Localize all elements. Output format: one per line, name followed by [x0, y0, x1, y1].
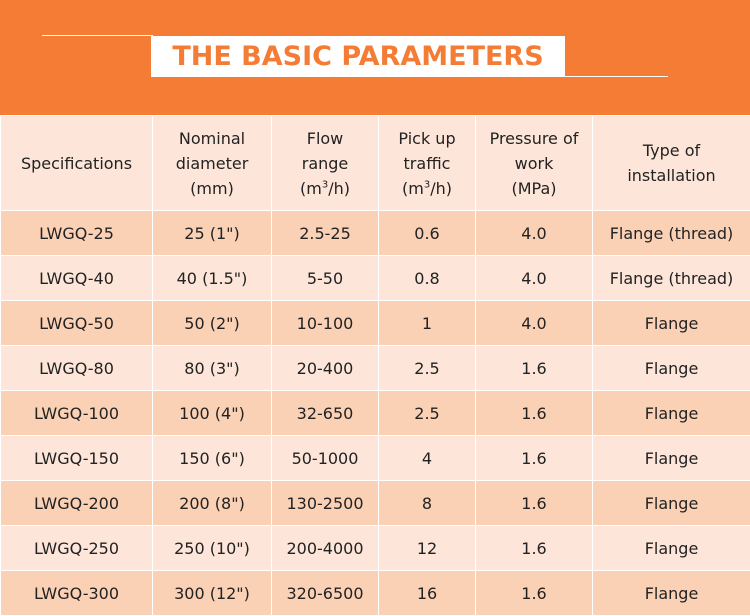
decorative-line-right [564, 76, 668, 77]
cell-installation: Flange [593, 436, 750, 481]
cell-pick-up-traffic: 2.5 [379, 391, 476, 436]
header-flow-range: Flow range $(m^3/h)$ [272, 116, 379, 211]
table-row [1, 211, 750, 256]
cell-nominal-diameter: 150 (6") [153, 436, 272, 481]
cell-pressure: 1.6 [476, 346, 593, 391]
cell-specification: LWGQ-150 [1, 436, 153, 481]
cell-pick-up-traffic: 4 [379, 436, 476, 481]
cell-specification: LWGQ-50 [1, 301, 153, 346]
table-row [1, 256, 750, 301]
cell-nominal-diameter: 40 (1.5") [153, 256, 272, 301]
cell-pick-up-traffic: 0.6 [379, 211, 476, 256]
cell-installation: Flange (thread) [593, 211, 750, 256]
cell-specification: LWGQ-300 [1, 571, 153, 616]
cell-pressure: 4.0 [476, 211, 593, 256]
cell-pressure: 1.6 [476, 481, 593, 526]
header-type-of-installation: Type of installation [593, 116, 750, 211]
cell-specification: LWGQ-250 [1, 526, 153, 571]
cell-pressure: 4.0 [476, 301, 593, 346]
cell-flow-range: 200-4000 [272, 526, 379, 571]
cell-installation: Flange [593, 301, 750, 346]
cell-flow-range: 10-100 [272, 301, 379, 346]
cell-pressure: 1.6 [476, 391, 593, 436]
table-row [1, 481, 750, 526]
cell-installation: Flange [593, 571, 750, 616]
cell-installation: Flange (thread) [593, 256, 750, 301]
page-title: THE BASIC PARAMETERS [172, 41, 543, 72]
table-row [1, 391, 750, 436]
parameters-table [0, 115, 750, 616]
cell-nominal-diameter: 80 (3") [153, 346, 272, 391]
cell-flow-range: 130-2500 [272, 481, 379, 526]
cell-installation: Flange [593, 481, 750, 526]
table-row [1, 346, 750, 391]
header-pressure-of-work: Pressure of work (MPa) [476, 116, 593, 211]
table-row [1, 571, 750, 616]
header-pick-up-traffic: Pick up traffic $(m^3/h)$ [379, 116, 476, 211]
cell-installation: Flange [593, 526, 750, 571]
cell-flow-range: 320-6500 [272, 571, 379, 616]
table-row [1, 526, 750, 571]
decorative-line-left [42, 35, 153, 36]
cell-nominal-diameter: 25 (1") [153, 211, 272, 256]
cell-flow-range: 32-650 [272, 391, 379, 436]
cell-flow-range: 20-400 [272, 346, 379, 391]
header-banner [0, 0, 750, 115]
cell-pick-up-traffic: 2.5 [379, 346, 476, 391]
header-specifications: Specifications [1, 116, 153, 211]
cell-nominal-diameter: 50 (2") [153, 301, 272, 346]
cell-installation: Flange [593, 346, 750, 391]
cell-pick-up-traffic: 16 [379, 571, 476, 616]
cell-pick-up-traffic: 12 [379, 526, 476, 571]
cell-specification: LWGQ-80 [1, 346, 153, 391]
header-nominal-diameter: Nominal diameter (mm) [153, 116, 272, 211]
cell-pick-up-traffic: 0.8 [379, 256, 476, 301]
cell-pressure: 1.6 [476, 526, 593, 571]
cell-specification: LWGQ-100 [1, 391, 153, 436]
cell-pressure: 1.6 [476, 436, 593, 481]
cell-pick-up-traffic: 1 [379, 301, 476, 346]
table-row [1, 436, 750, 481]
cell-flow-range: 50-1000 [272, 436, 379, 481]
cell-nominal-diameter: 100 (4") [153, 391, 272, 436]
cell-nominal-diameter: 250 (10") [153, 526, 272, 571]
cell-specification: LWGQ-25 [1, 211, 153, 256]
cell-specification: LWGQ-40 [1, 256, 153, 301]
cell-installation: Flange [593, 391, 750, 436]
cell-pressure: 4.0 [476, 256, 593, 301]
cell-flow-range: 5-50 [272, 256, 379, 301]
table-row [1, 301, 750, 346]
cell-pressure: 1.6 [476, 571, 593, 616]
cell-nominal-diameter: 200 (8") [153, 481, 272, 526]
table-header-row [1, 116, 750, 211]
cell-specification: LWGQ-200 [1, 481, 153, 526]
cell-nominal-diameter: 300 (12") [153, 571, 272, 616]
cell-flow-range: 2.5-25 [272, 211, 379, 256]
title-box [151, 36, 565, 77]
cell-pick-up-traffic: 8 [379, 481, 476, 526]
